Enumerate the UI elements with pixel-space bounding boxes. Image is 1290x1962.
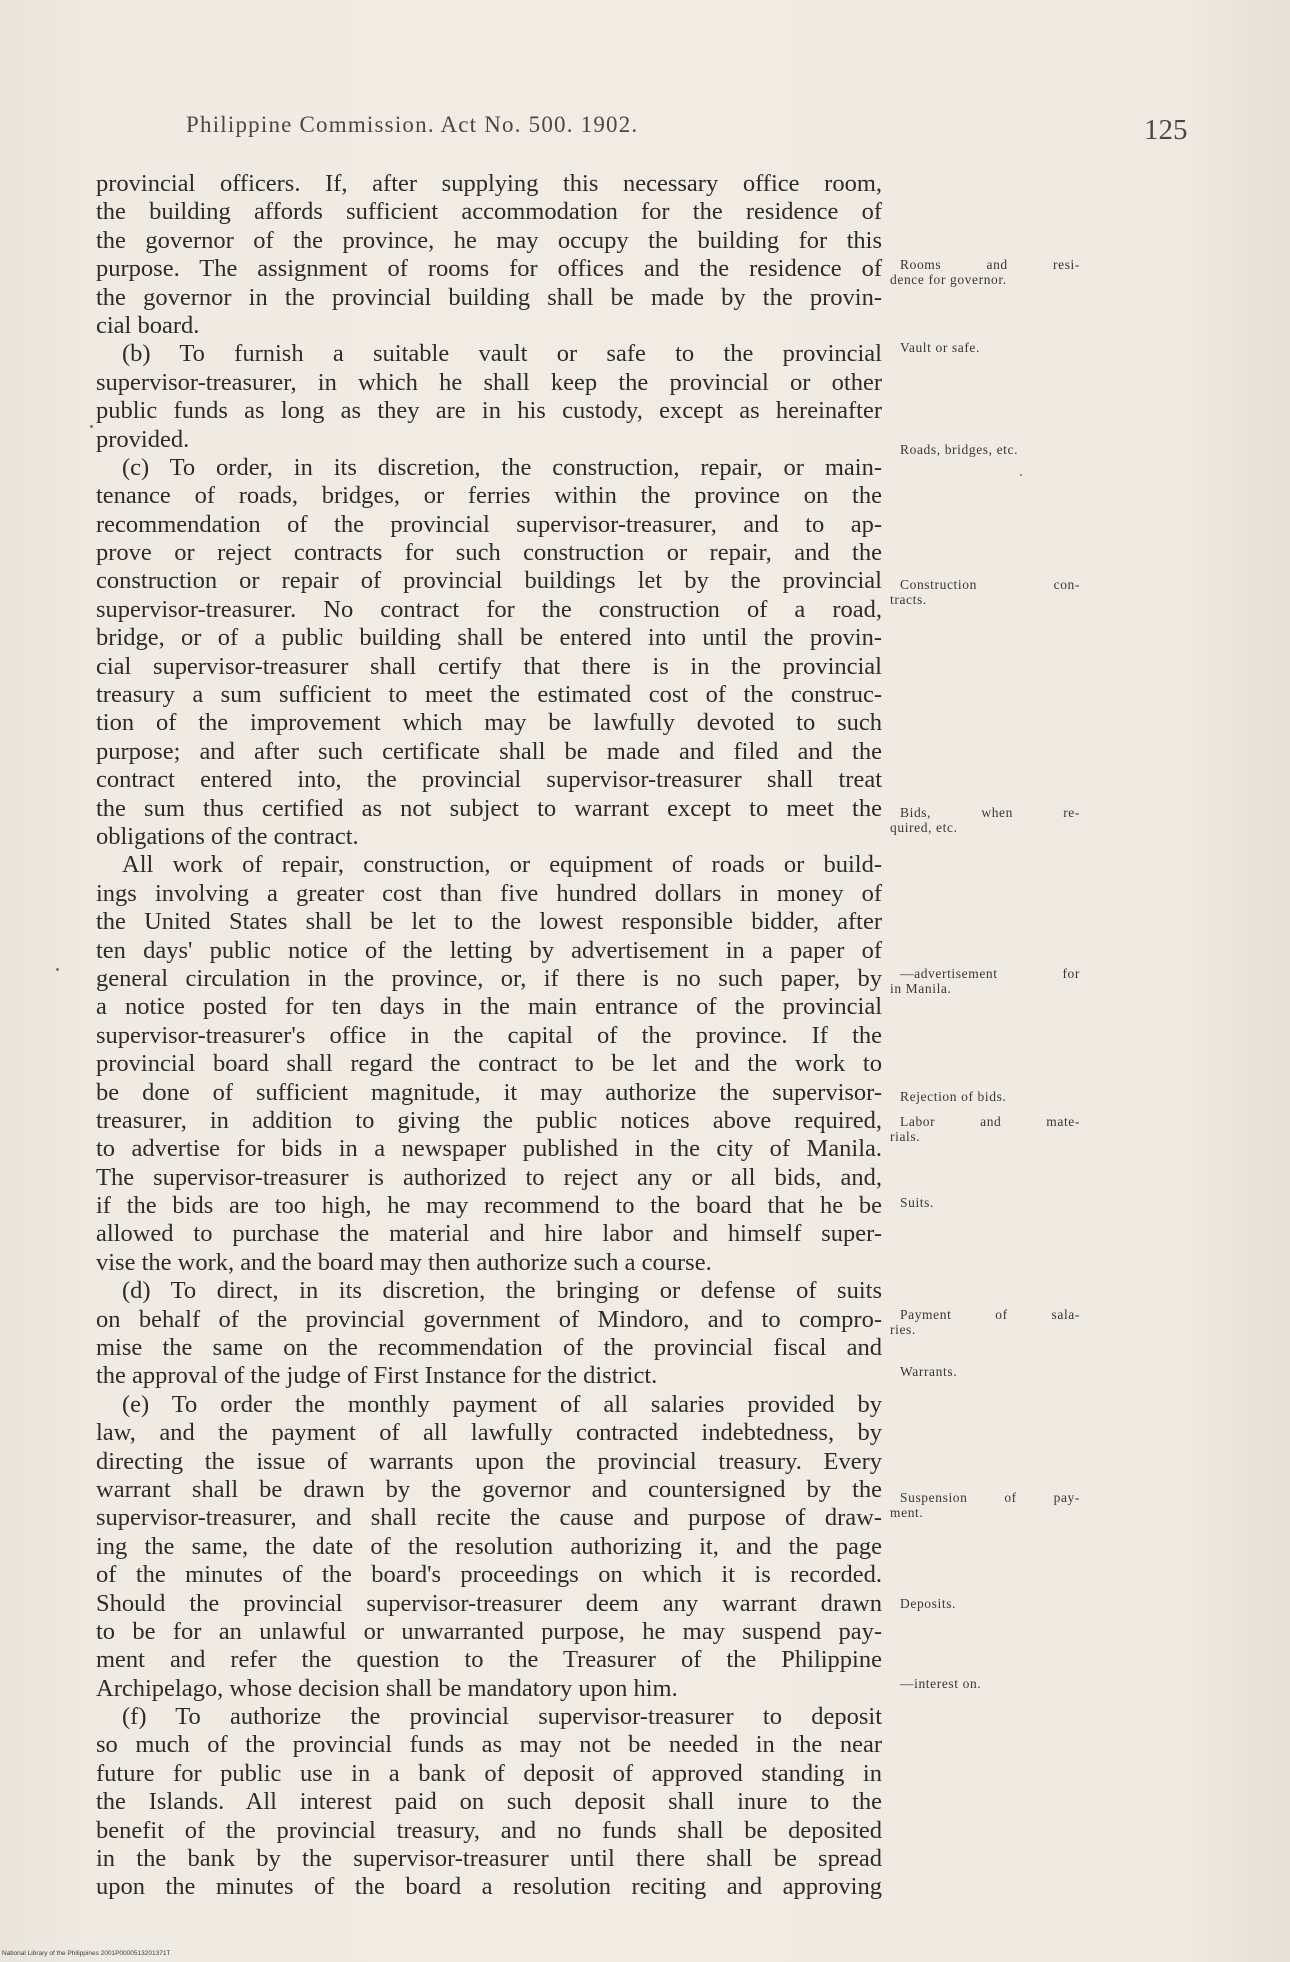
text-line: Archipelago, whose decision shall be mandatory upon him. [96,1674,678,1702]
text-line: of the minutes of the board's proceedings on which it is recorded. [96,1561,882,1589]
margin-note-line: Roads, bridges, etc. [900,442,1019,457]
margin-note-line: Labor and mate- [900,1114,1080,1129]
text-line: if the bids are too high, he may recommend to the board that he be [96,1192,882,1220]
margin-note [890,805,1080,835]
text-line: ings involving a greater cost than five hundred dollars in money of [96,879,882,907]
text-line: on behalf of the provincial government of Mindoro, and to compro- [96,1305,882,1333]
margin-note [890,966,1080,996]
text-line: the sum thus certified as not subject to warrant except to meet the [96,794,882,822]
margin-note-line: in Manila. [890,981,952,996]
margin-note-line: Rejection of bids. [900,1089,1007,1104]
margin-note-line: Suspension of pay- [900,1490,1080,1505]
text-line: the United States shall be let to the lowest responsible bidder, after [96,908,882,936]
text-line: All work of repair, construction, or equipment of roads or build- [122,851,882,879]
text-line: treasury a sum sufficient to meet the estimated cost of the construc- [96,681,882,709]
text-line: obligations of the contract. [96,822,359,850]
margin-note-line: Rooms and resi- [900,257,1080,272]
text-line: supervisor-treasurer. No contract for the construction of a road, [96,595,882,623]
text-line: in the bank by the supervisor-treasurer until there shall be spread [96,1845,882,1873]
print-speck [56,968,59,971]
text-line: to advertise for bids in a newspaper published in the city of Manila. [96,1135,882,1163]
text-line: (d) To direct, in its discretion, the bringing or defense of suits [122,1277,882,1305]
text-line: supervisor-treasurer, in which he shall keep the provincial or other [96,368,882,396]
text-line: treasurer, in addition to giving the public notices above required, [96,1106,882,1134]
margin-note-line: Suits. [900,1195,934,1210]
text-line: public funds as long as they are in his custody, except as hereinafter [96,397,882,425]
margin-note [890,257,1080,287]
text-line: so much of the provincial funds as may not be needed in the near [96,1731,882,1759]
text-line: vise the work, and the board may then authorize such a course. [96,1248,712,1276]
text-line: the Islands. All interest paid on such deposit shall inure to the [96,1788,882,1816]
text-line: recommendation of the provincial supervisor-treasurer, and to ap- [96,510,882,538]
margin-note-line: dence for governor. [890,272,1007,287]
text-line: the governor of the province, he may occupy the building for this [96,226,882,254]
text-line: provincial officers. If, after supplying this necessary office room, [96,170,882,197]
text-line: (b) To furnish a suitable vault or safe to the provincial [122,340,882,368]
text-line: (e) To order the monthly payment of all salaries provided by [122,1390,882,1418]
text-line: law, and the payment of all lawfully contracted indebtedness, by [96,1419,882,1447]
text-line: The supervisor-treasurer is authorized to reject any or all bids, and, [96,1163,882,1191]
margin-note [890,1195,1080,1210]
margin-note-line: rials. [890,1129,921,1144]
text-line: directing the issue of warrants upon the provincial treasury. Every [96,1447,882,1475]
margin-note-line: tracts. [890,592,927,607]
margin-note-line: Deposits. [900,1596,957,1611]
text-line: warrant shall be drawn by the governor and countersigned by the [96,1475,882,1503]
text-line: the approval of the judge of First Instance for the district. [96,1362,658,1390]
margin-note [890,1307,1080,1337]
text-line: provided. [96,425,190,453]
text-line: supervisor-treasurer, and shall recite the cause and purpose of draw- [96,1504,882,1532]
text-line: ten days' public notice of the letting by advertisement in a paper of [96,936,882,964]
text-line: (f) To authorize the provincial supervisor-treasurer to deposit [122,1703,882,1731]
margin-note-line: ment. [890,1505,924,1520]
body-text [96,170,882,1902]
text-line: tion of the improvement which may be lawfully devoted to such [96,709,882,737]
text-line: the building affords sufficient accommodation for the residence of [96,198,882,226]
print-speck [1020,474,1022,476]
margin-note-line: —interest on. [900,1676,982,1691]
text-line: upon the minutes of the board a resolution reciting and approving [96,1873,882,1901]
text-line: to be for an unlawful or unwarranted purpose, he may suspend pay- [96,1617,882,1645]
margin-note-line: Vault or safe. [900,340,980,355]
text-line: benefit of the provincial treasury, and no funds shall be deposited [96,1816,882,1844]
text-line: construction or repair of provincial buildings let by the provincial [96,567,882,595]
margin-note [890,1089,1080,1104]
margin-note-line: Bids, when re- [900,805,1080,820]
margin-note [890,1596,1080,1611]
text-line: Should the provincial supervisor-treasurer deem any warrant drawn [96,1589,882,1617]
text-line: contract entered into, the provincial supervisor-treasurer shall treat [96,766,882,794]
margin-note-line: Payment of sala- [900,1307,1080,1322]
margin-note [890,1676,1080,1691]
text-line: future for public use in a bank of deposit of approved standing in [96,1759,882,1787]
margin-note [890,1490,1080,1520]
margin-note-line: Construction con- [900,577,1080,592]
text-line: provincial board shall regard the contract to be let and the work to [96,1050,882,1078]
margin-note-line: Warrants. [900,1364,958,1379]
text-line: general circulation in the province, or, if there is no such paper, by [96,964,882,992]
margin-note [890,1114,1080,1144]
text-line: cial supervisor-treasurer shall certify that there is in the provincial [96,652,882,680]
text-line: prove or reject contracts for such construction or repair, and the [96,539,882,567]
margin-note [890,340,1080,355]
margin-note-line: —advertisement for [900,966,1080,981]
library-stamp: National Library of the Philippines 2001P0000513201371T [2,1950,171,1957]
print-speck [90,425,93,428]
text-line: ment and refer the question to the Treasurer of the Philippine [96,1646,882,1674]
margin-note-line: quired, etc. [890,820,958,835]
text-line: tenance of roads, bridges, or ferries within the province on the [96,482,882,510]
text-line: the governor in the provincial building shall be made by the provin- [96,283,882,311]
text-line: (c) To order, in its discretion, the construction, repair, or main- [122,453,882,481]
text-line: a notice posted for ten days in the main entrance of the provincial [96,993,882,1021]
text-line: bridge, or of a public building shall be entered into until the provin- [96,624,882,652]
text-line: allowed to purchase the material and hire labor and himself super- [96,1220,882,1248]
margin-note [890,577,1080,607]
margin-note [890,1364,1080,1379]
page-number: 125 [1144,114,1188,146]
text-line: ing the same, the date of the resolution authorizing it, and the page [96,1532,882,1560]
text-line: purpose. The assignment of rooms for offices and the residence of [96,255,882,283]
margin-note [890,442,1080,457]
running-head: Philippine Commission. Act No. 500. 1902. [186,112,639,137]
text-line: supervisor-treasurer's office in the capital of the province. If the [96,1021,882,1049]
text-line: be done of sufficient magnitude, it may authorize the supervisor- [96,1078,882,1106]
text-line: mise the same on the recommendation of the provincial fiscal and [96,1334,882,1362]
margin-note-line: ries. [890,1322,916,1337]
text-line: cial board. [96,311,200,339]
text-line: purpose; and after such certificate shall be made and filed and the [96,737,882,765]
